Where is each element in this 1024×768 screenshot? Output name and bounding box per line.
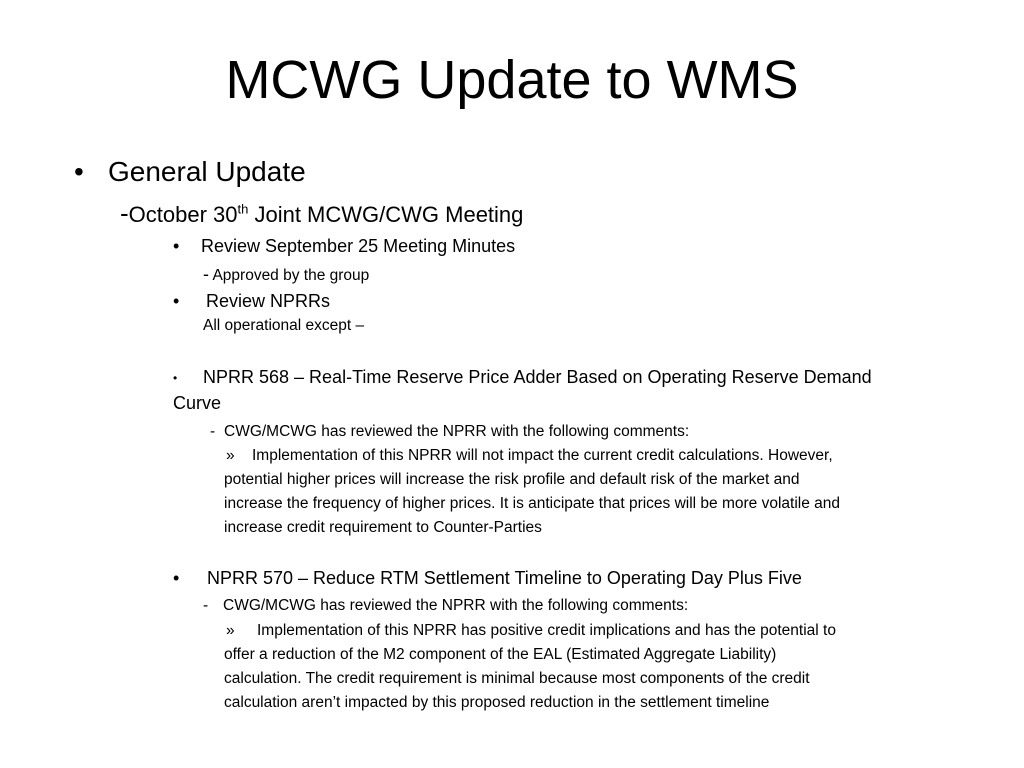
nprr570-detail-line: calculation. The credit requirement is minimal because most components of the credit <box>224 670 810 687</box>
nprr570-detail-marker: » <box>226 622 235 639</box>
general-update-bullet: • <box>74 156 84 187</box>
nprr568-detail-line: increase the frequency of higher prices. It is anticipate that prices will be more volatile and <box>224 495 841 512</box>
nprr568-bullet <box>173 366 177 390</box>
nprrs-note: All operational except – <box>203 317 365 334</box>
nprr568-detail-marker: » <box>226 447 235 464</box>
meeting-heading <box>120 199 523 229</box>
nprr568-detail-line: Implementation of this NPRR will not impact the current credit calculations. However, <box>252 447 833 464</box>
nprrs-label: Review NPRRs <box>206 291 331 311</box>
general-update-label: General Update <box>108 156 306 187</box>
minutes-note-text: Approved by the group <box>212 267 370 284</box>
minutes-note <box>203 264 369 286</box>
meeting-prefix: October 30 <box>128 202 238 227</box>
minutes-label: Review September 25 Meeting Minutes <box>201 236 516 256</box>
nprr568-detail-line: potential higher prices will increase the risk profile and default risk of the market and <box>224 471 800 488</box>
meeting-sup: th <box>237 201 249 217</box>
nprr570-comment: CWG/MCWG has reviewed the NPRR with the following comments: <box>223 597 689 614</box>
nprr570-detail-line: calculation aren’t impacted by this proposed reduction in the settlement timeline <box>224 694 770 711</box>
nprr568-title-line2: Curve <box>173 393 222 413</box>
meeting-dash: - <box>120 198 129 228</box>
nprrs-bullet: • <box>173 291 180 311</box>
nprr568-bullet-glyph: • <box>173 370 178 385</box>
slide-title: MCWG Update to WMS <box>225 50 799 110</box>
nprr568-comment-dash: - <box>210 423 216 440</box>
minutes-dash: - <box>203 264 209 284</box>
meeting-suffix: Joint MCWG/CWG Meeting <box>248 202 524 227</box>
nprr570-title: NPRR 570 – Reduce RTM Settlement Timeline to Operating Day Plus Five <box>207 568 802 588</box>
nprr570-comment-dash: - <box>203 597 209 614</box>
minutes-bullet: • <box>173 236 180 256</box>
nprr568-detail-line: increase credit requirement to Counter-Parties <box>224 519 542 536</box>
nprr570-detail-line: Implementation of this NPRR has positive credit implications and has the potential to <box>257 622 836 639</box>
nprr568-comment: CWG/MCWG has reviewed the NPRR with the following comments: <box>224 423 690 440</box>
nprr568-title-line1: NPRR 568 – Real-Time Reserve Price Adder Based on Operating Reserve Demand <box>203 367 872 387</box>
nprr570-detail-line: offer a reduction of the M2 component of the EAL (Estimated Aggregate Liability) <box>224 646 777 663</box>
nprr570-bullet: • <box>173 568 180 588</box>
